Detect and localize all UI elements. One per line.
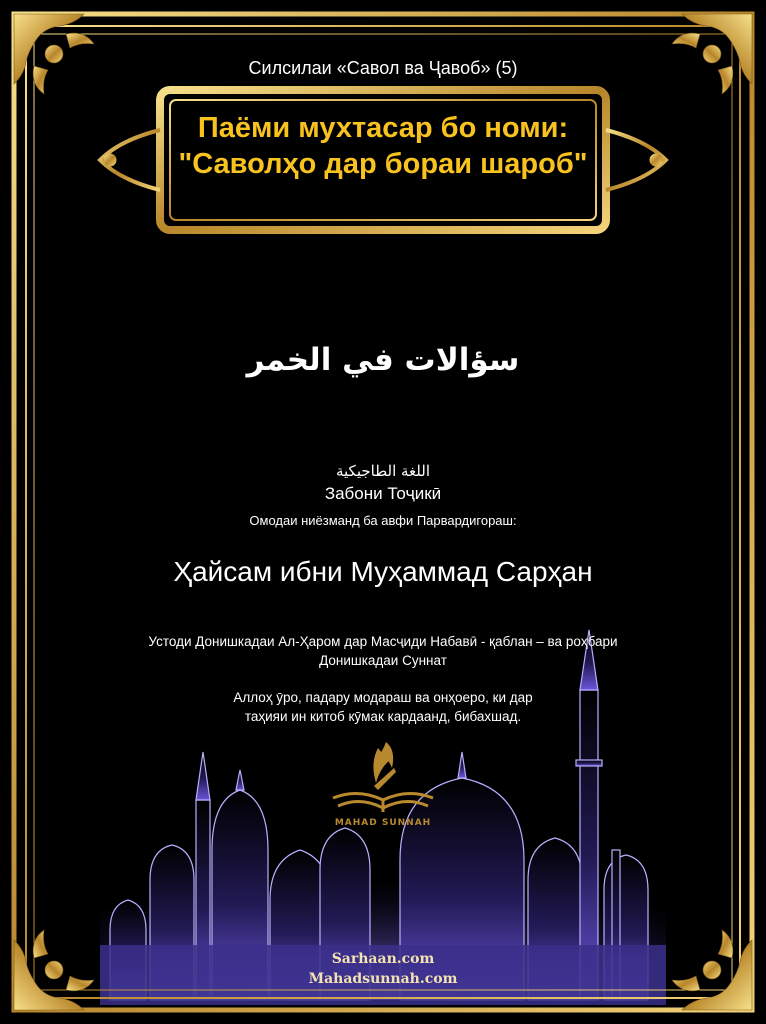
author-name: Ҳайсам ибни Муҳаммад Сарҳан xyxy=(173,556,593,587)
language-label: Забони Тоҷикӣ xyxy=(324,484,442,503)
arabic-title: سؤالات في الخمر xyxy=(246,342,520,378)
website-link-1[interactable]: Sarhaan.com xyxy=(331,951,435,967)
series-line: Силсилаи «Савол ва Ҷавоб» (5) xyxy=(248,58,518,78)
author-description xyxy=(0,632,766,670)
dedication xyxy=(0,688,766,726)
logo-label: MAHAD SUNNAH xyxy=(334,818,432,828)
arabic-language-label: اللغة الطاجيكية xyxy=(335,462,430,480)
prepared-by-line: Омодаи ниёзманд ба авфи Парвардигораш: xyxy=(249,513,517,528)
author-description-text: Устоди Донишкадаи Ал-Ҳаром дар Масҷиди Набавӣ - қаблан – ва роҳбари Донишкадаи Суннат xyxy=(148,634,618,668)
website-link-2[interactable]: Mahadsunnah.com xyxy=(308,971,458,987)
document-title: Паёми мухтасар бо номи: "Саволҳо дар бораи шароб" xyxy=(178,112,588,180)
dedication-text: Аллоҳ ӯро, падару модараш ва онҳоеро, ки дар таҳияи ин китоб кӯмак кардаанд, бибахшад. xyxy=(233,690,533,724)
